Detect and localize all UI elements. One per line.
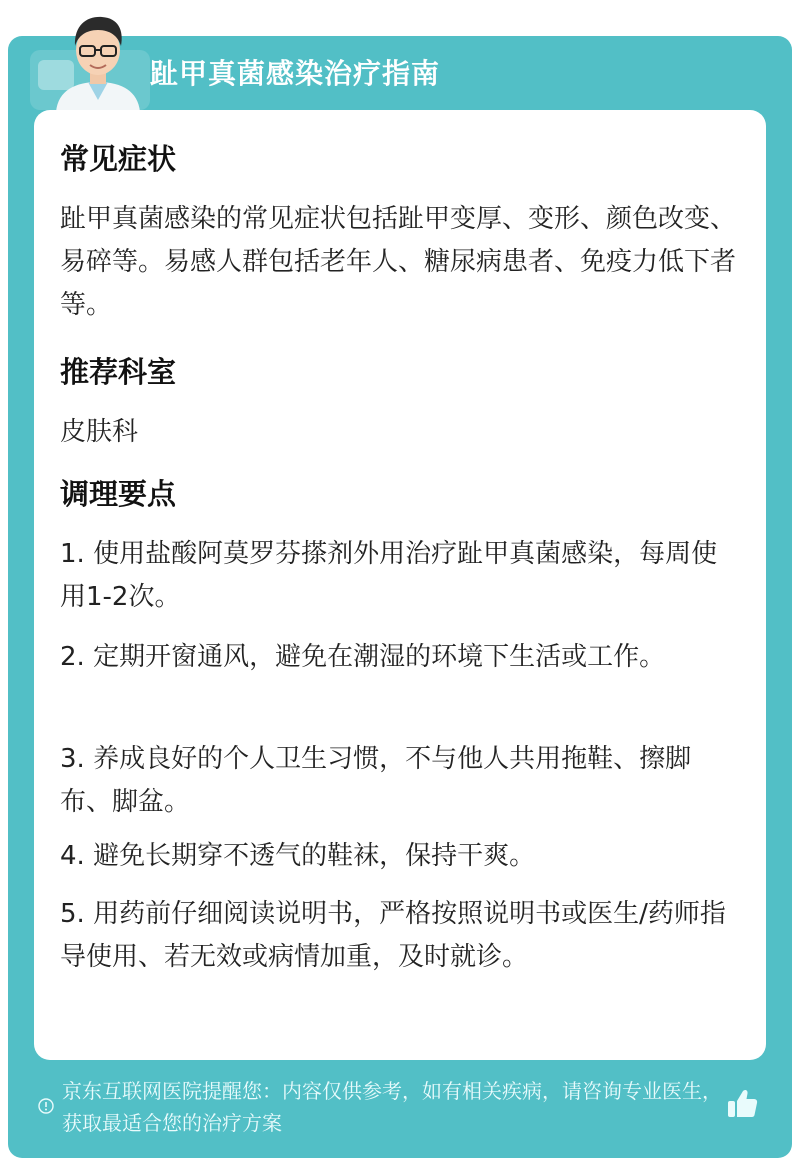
- thumbs-up-icon[interactable]: [724, 1086, 760, 1122]
- care-item: 3. 养成良好的个人卫生习惯，不与他人共用拖鞋、擦脚布、脚盆。: [60, 744, 692, 817]
- footer-notice: 京东互联网医院提醒您：内容仅供参考，如有相关疾病，请咨询专业医生，获取最适合您的治疗方案: [62, 1079, 722, 1135]
- section-title-care: 调理要点: [60, 477, 177, 511]
- care-item: 4. 避免长期穿不透气的鞋袜，保持干爽。: [60, 841, 536, 871]
- info-icon: [38, 1098, 54, 1114]
- care-item: 1. 使用盐酸阿莫罗芬搽剂外用治疗趾甲真菌感染，每周使用1-2次。: [60, 539, 718, 612]
- care-item: 5. 用药前仔细阅读说明书，严格按照说明书或医生/药师指导使用、若无效或病情加重，及时就诊。: [60, 899, 726, 972]
- section-body-symptoms: 趾甲真菌感染的常见症状包括趾甲变厚、变形、颜色改变、易碎等。易感人群包括老年人、糖尿病患者、免疫力低下者等。: [60, 204, 737, 320]
- doctor-avatar: [48, 8, 148, 112]
- section-title-symptoms: 常见症状: [60, 142, 177, 176]
- page-title: 趾甲真菌感染治疗指南: [150, 57, 441, 90]
- content-card: [34, 110, 766, 1060]
- care-item: 2. 定期开窗通风，避免在潮湿的环境下生活或工作。: [60, 642, 666, 672]
- section-body-department: 皮肤科: [60, 417, 139, 447]
- section-title-department: 推荐科室: [60, 355, 177, 389]
